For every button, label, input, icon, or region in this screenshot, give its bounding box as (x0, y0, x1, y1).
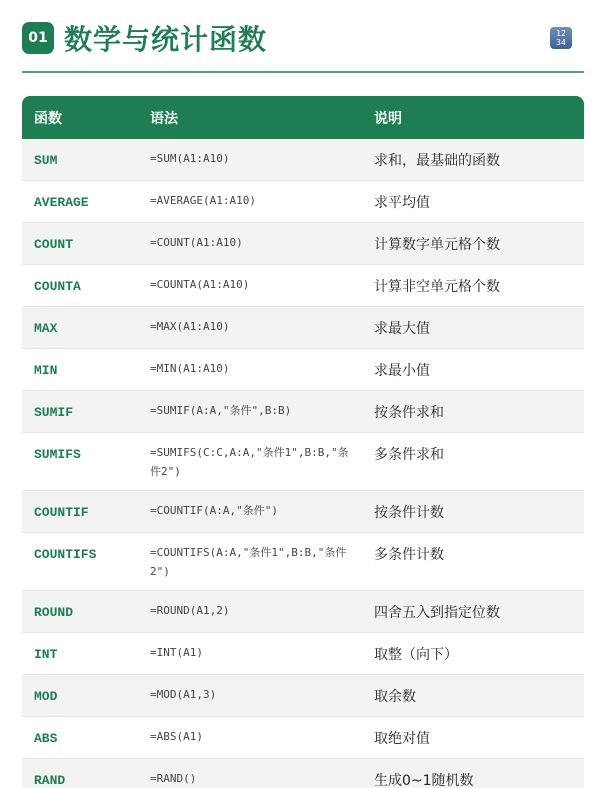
table-row (22, 433, 584, 491)
table-row (22, 675, 584, 717)
function-description: 求平均值 (374, 195, 430, 211)
function-name: INT (34, 647, 58, 662)
function-name: RAND (34, 773, 66, 788)
function-syntax: =COUNTIFS(A:A,"条件1",B:B,"条件2") (150, 546, 347, 578)
function-syntax: =COUNT(A1:A10) (150, 236, 243, 249)
table-row (22, 533, 584, 591)
table-row (22, 717, 584, 759)
section-header (22, 18, 586, 58)
function-description: 取余数 (374, 689, 416, 705)
header-divider (22, 71, 584, 73)
function-description: 求最大值 (374, 321, 430, 337)
function-syntax: =RAND() (150, 772, 197, 785)
table-row (22, 181, 584, 223)
function-name: SUMIFS (34, 447, 81, 462)
number-icon-bottom: 34 (556, 38, 566, 47)
function-description: 计算非空单元格个数 (374, 279, 500, 295)
table-row (22, 307, 584, 349)
table-row (22, 759, 584, 788)
table-row (22, 349, 584, 391)
function-name: ROUND (34, 605, 74, 620)
function-name: COUNTIF (34, 505, 89, 520)
table-row (22, 633, 584, 675)
function-description: 生成0~1随机数 (374, 773, 474, 788)
function-syntax: =COUNTIF(A:A,"条件") (150, 504, 278, 517)
table-row (22, 265, 584, 307)
function-name: COUNTIFS (34, 547, 97, 562)
function-name: SUMIF (34, 405, 74, 420)
function-description: 按条件计数 (374, 505, 444, 521)
table-row (22, 491, 584, 533)
function-description: 计算数字单元格个数 (374, 237, 500, 253)
function-description: 四舍五入到指定位数 (374, 605, 500, 621)
function-name: SUM (34, 153, 58, 168)
function-syntax: =ABS(A1) (150, 730, 203, 743)
function-syntax: =MAX(A1:A10) (150, 320, 230, 333)
function-syntax: =SUM(A1:A10) (150, 152, 230, 165)
function-description: 取绝对值 (374, 731, 430, 747)
table-row (22, 139, 584, 181)
page-title: 数学与统计函数 (64, 23, 268, 56)
function-syntax: =INT(A1) (150, 646, 203, 659)
function-name: AVERAGE (34, 195, 89, 210)
function-description: 求最小值 (374, 363, 430, 379)
function-syntax: =MIN(A1:A10) (150, 362, 230, 375)
function-description: 按条件求和 (374, 405, 444, 421)
function-description: 求和，最基础的函数 (374, 153, 500, 169)
function-name: MOD (34, 689, 58, 704)
section-number-badge: 01 (22, 22, 54, 54)
table-header (22, 96, 584, 139)
function-name: COUNT (34, 237, 74, 252)
function-name: ABS (34, 731, 58, 746)
column-header-function: 函数 (34, 110, 62, 127)
function-description: 取整（向下） (374, 647, 458, 663)
function-name: COUNTA (34, 279, 81, 294)
column-header-syntax: 语法 (150, 110, 178, 127)
column-header-description: 说明 (374, 110, 402, 127)
function-table (22, 96, 584, 788)
function-name: MIN (34, 363, 58, 378)
table-row (22, 223, 584, 265)
function-syntax: =AVERAGE(A1:A10) (150, 194, 256, 207)
table-body (22, 139, 584, 788)
function-syntax: =MOD(A1,3) (150, 688, 217, 701)
number-input-icon (550, 27, 572, 49)
function-description: 多条件计数 (374, 547, 444, 563)
function-syntax: =SUMIFS(C:C,A:A,"条件1",B:B,"条件2") (150, 446, 349, 478)
table-row (22, 391, 584, 433)
function-syntax: =ROUND(A1,2) (150, 604, 230, 617)
function-syntax: =SUMIF(A:A,"条件",B:B) (150, 404, 292, 417)
number-icon-top: 12 (556, 29, 566, 38)
function-description: 多条件求和 (374, 447, 444, 463)
function-syntax: =COUNTA(A1:A10) (150, 278, 250, 291)
table-row (22, 591, 584, 633)
function-name: MAX (34, 321, 58, 336)
